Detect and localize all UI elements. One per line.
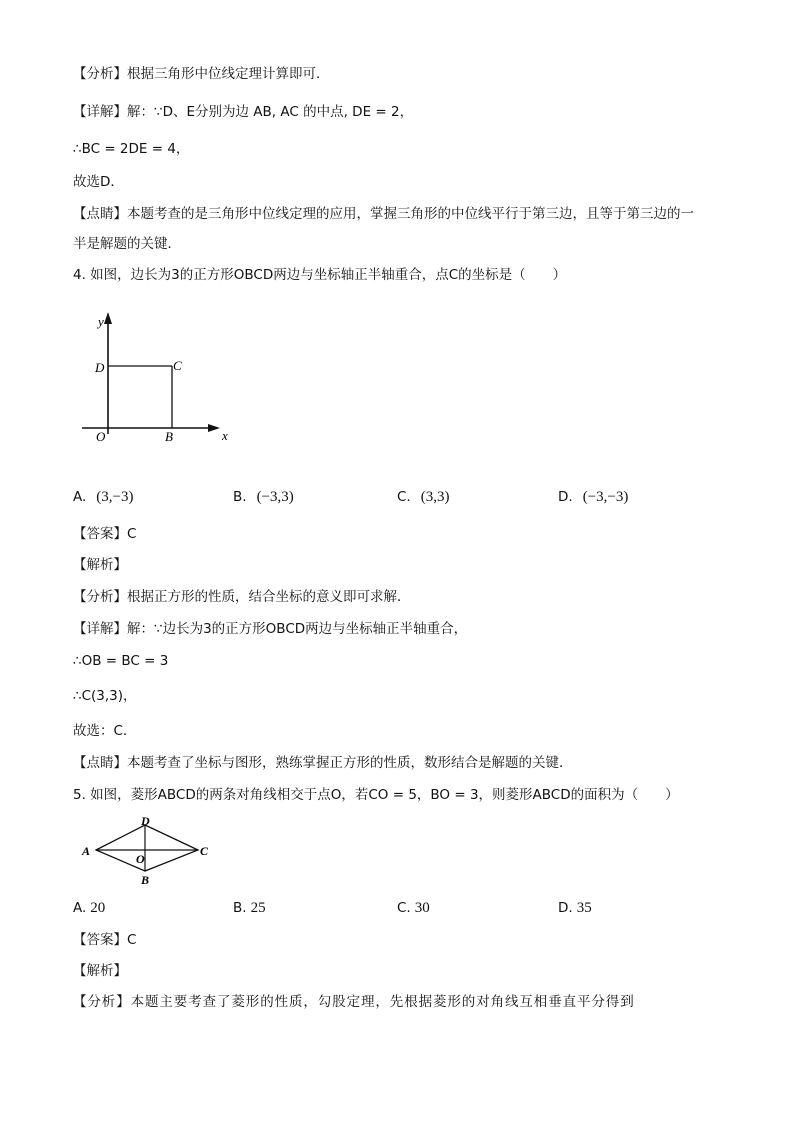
- q5-jiexi: 【解析】: [73, 963, 127, 979]
- q4-option-d-letter: D.: [558, 489, 573, 505]
- q4-option-d-value: (−3,−3): [582, 489, 629, 505]
- q4-option-c-value: (3,3): [420, 489, 450, 505]
- q5-option-a-letter: A.: [73, 900, 87, 916]
- label-d: D: [95, 360, 105, 375]
- q4-option-c-letter: C.: [397, 489, 411, 505]
- comment-text-1a: 【点睛】本题考查的是三角形中位线定理的应用，掌握三角形的中位线平行于第三边，且等于第三边的一: [73, 206, 694, 222]
- label-a: A: [82, 844, 91, 858]
- rhombus-figure: [78, 813, 218, 889]
- y-axis-arrow-icon: [104, 312, 112, 324]
- q4-detail: 【详解】解：∵边长为3的正方形OBCD两边与坐标轴正半轴重合，: [73, 621, 468, 637]
- detail-text-1: 【详解】解：∵D、E分别为边 AB, AC 的中点, DE = 2，: [73, 104, 414, 120]
- q4-choose: 故选：C．: [73, 723, 137, 739]
- question-5-stem: 5. 如图，菱形ABCD的两条对角线相交于点O，若CO = 5，BO = 3，则菱形ABCD的面积为（ ）: [73, 787, 679, 803]
- q5-option-a: [73, 898, 105, 918]
- label-x: x: [222, 428, 228, 443]
- q4-answer: 【答案】C: [73, 526, 137, 542]
- comment-text-1b: 半是解题的关键．: [73, 236, 181, 252]
- x-axis-arrow-icon: [208, 424, 220, 432]
- q5-option-a-value: 20: [90, 900, 106, 916]
- choose-text-1: 故选D．: [73, 174, 124, 190]
- rhombus-outline: [96, 825, 198, 871]
- q4-option-a: [73, 487, 134, 507]
- q4-step-2: ∴C(3,3)，: [73, 688, 137, 704]
- q4-option-b-letter: B.: [233, 489, 247, 505]
- q5-option-d-letter: D.: [558, 900, 573, 916]
- q5-option-b: [233, 898, 266, 918]
- label-c: C: [200, 844, 209, 858]
- step-text-1: ∴BC = 2DE = 4，: [73, 141, 190, 157]
- q5-option-c-value: 30: [414, 900, 430, 916]
- label-b: B: [165, 429, 173, 444]
- label-o: O: [96, 429, 106, 444]
- q5-option-c: [397, 898, 430, 918]
- q4-step-1: ∴OB = BC = 3: [73, 653, 169, 669]
- q5-option-b-letter: B.: [233, 900, 247, 916]
- square-coordinate-figure: [78, 310, 228, 450]
- q5-analysis: 【分析】本题主要考查了菱形的性质，勾股定理，先根据菱形的对角线互相垂直平分得到: [73, 994, 635, 1010]
- q5-option-c-letter: C.: [397, 900, 411, 916]
- q4-option-a-letter: A.: [73, 489, 87, 505]
- q5-option-d: [558, 898, 592, 918]
- q4-option-d: [558, 487, 628, 507]
- analysis-text-1: 【分析】根据三角形中位线定理计算即可．: [73, 66, 330, 82]
- q4-option-a-value: (3,−3): [96, 489, 134, 505]
- q5-answer: 【答案】C: [73, 932, 137, 948]
- label-b: B: [141, 873, 150, 887]
- q4-option-c: [397, 487, 449, 507]
- q4-analysis: 【分析】根据正方形的性质，结合坐标的意义即可求解．: [73, 589, 411, 605]
- q4-comment: 【点睛】本题考查了坐标与图形，熟练掌握正方形的性质，数形结合是解题的关键．: [73, 755, 573, 771]
- label-c: C: [173, 358, 182, 373]
- label-y: y: [98, 314, 104, 329]
- q4-option-b: [233, 487, 294, 507]
- q5-option-d-value: 35: [576, 900, 592, 916]
- label-d: D: [141, 814, 150, 828]
- q4-option-b-value: (−3,3): [256, 489, 294, 505]
- q5-option-b-value: 25: [250, 900, 266, 916]
- q4-jiexi: 【解析】: [73, 557, 127, 573]
- label-o: O: [136, 852, 145, 866]
- question-4-stem: 4. 如图，边长为3的正方形OBCD两边与坐标轴正半轴重合，点C的坐标是（ ）: [73, 267, 567, 283]
